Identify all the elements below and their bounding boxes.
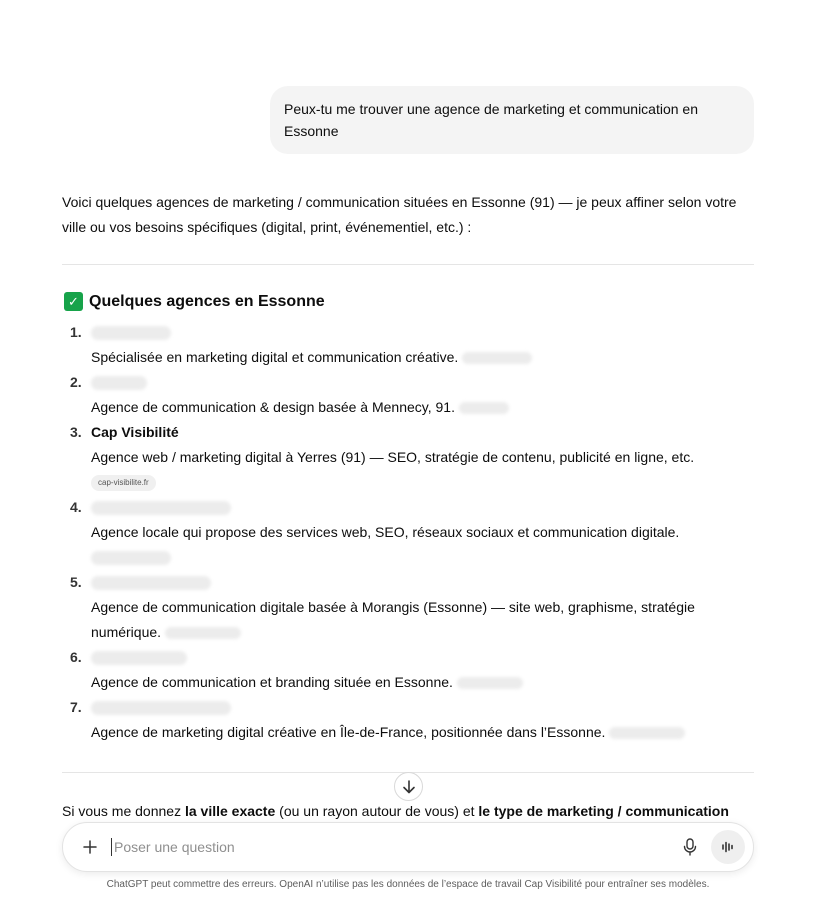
agency-description: Agence de communication et branding située en Essonne.	[91, 670, 762, 695]
dictate-button[interactable]	[675, 832, 705, 862]
item-number: 2.	[70, 374, 82, 390]
assistant-intro: Voici quelques agences de marketing / communication situées en Essonne (91) — je peux affiner selon votre ville ou vos besoins spécifiques (digital, print, événementiel, etc.) :	[62, 194, 737, 235]
redacted-name	[91, 701, 231, 715]
add-attachment-button[interactable]	[73, 830, 107, 864]
list-item	[62, 420, 762, 495]
plus-icon	[82, 839, 98, 855]
user-message-text: Peux-tu me trouver une agence de marketing et communication en Essonne	[284, 101, 699, 139]
source-chip[interactable]	[459, 402, 509, 414]
agency-description: Spécialisée en marketing digital et communication créative.	[91, 345, 762, 370]
list-item	[62, 570, 762, 645]
agency-description: Agence de communication digitale basée à Morangis (Essonne) — site web, graphisme, stratégie numérique.	[91, 599, 695, 640]
redacted-name	[91, 501, 231, 515]
agency-description: Agence web / marketing digital à Yerres (91) — SEO, stratégie de contenu, publicité en ligne, etc.	[91, 449, 695, 465]
agency-description: Agence de communication & design basée à Mennecy, 91.	[91, 395, 762, 420]
agency-name	[91, 495, 762, 520]
list-item	[62, 370, 762, 420]
section-heading	[64, 292, 325, 311]
item-number: 3.	[70, 424, 82, 440]
user-message-bubble	[270, 86, 754, 154]
item-number: 4.	[70, 499, 82, 515]
list-item	[62, 320, 762, 370]
list-item	[62, 695, 762, 745]
item-number: 7.	[70, 699, 82, 715]
item-number: 6.	[70, 649, 82, 665]
agency-name: Cap Visibilité	[91, 424, 179, 440]
item-number: 5.	[70, 574, 82, 590]
redacted-name	[91, 651, 187, 665]
prompt-input[interactable]	[111, 838, 675, 856]
divider	[62, 264, 754, 265]
source-chip[interactable]	[91, 551, 171, 565]
source-chip[interactable]	[462, 352, 532, 364]
agency-name	[91, 570, 762, 595]
agency-description: Agence locale qui propose des services web, SEO, réseaux sociaux et communication digitale.	[91, 524, 680, 540]
agency-name	[91, 645, 762, 670]
redacted-name	[91, 326, 171, 340]
section-title: Quelques agences en Essonne	[89, 292, 325, 310]
source-chip[interactable]	[457, 677, 523, 689]
arrow-down-icon	[401, 779, 417, 795]
redacted-name	[91, 376, 147, 390]
agency-name	[91, 695, 762, 720]
mic-icon	[682, 838, 698, 856]
voice-mode-icon	[720, 839, 736, 855]
voice-mode-button[interactable]	[711, 830, 745, 864]
list-item	[62, 645, 762, 695]
composer	[62, 822, 754, 872]
agency-list	[62, 320, 762, 745]
item-number: 1.	[70, 324, 82, 340]
agency-name	[91, 320, 762, 345]
source-chip[interactable]	[165, 627, 241, 639]
disclaimer: ChatGPT peut commettre des erreurs. OpenAI n’utilise pas les données de l’espace de travail Cap Visibilité pour entraîner ses modèles.	[106, 879, 710, 890]
agency-description: Agence de marketing digital créative en Île-de-France, positionnée dans l’Essonne.	[91, 720, 762, 745]
list-item	[62, 495, 762, 570]
source-chip[interactable]: cap-visibilite.fr	[91, 475, 156, 491]
check-icon: ✓	[64, 292, 83, 311]
source-chip[interactable]	[609, 727, 685, 739]
assistant-followup: Si vous me donnez la ville exacte (ou un rayon autour de vous) et le type de marketing / communication	[62, 803, 729, 819]
scroll-to-bottom-button[interactable]	[394, 772, 423, 801]
agency-name	[91, 370, 762, 395]
redacted-name	[91, 576, 211, 590]
